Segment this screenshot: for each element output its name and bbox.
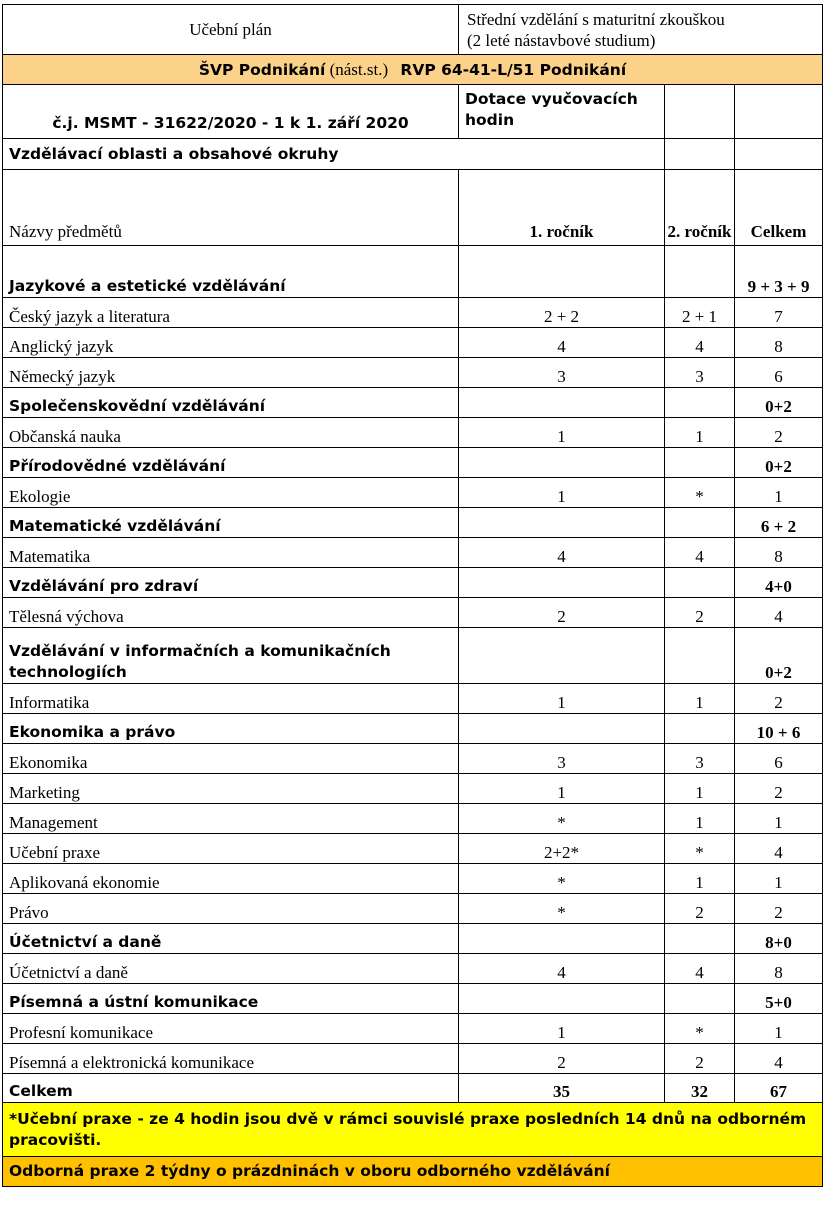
- subject-name: Písemná a elektronická komunikace: [3, 1044, 459, 1074]
- total-hours: 8: [735, 538, 823, 568]
- year1-hours: 4: [459, 328, 665, 358]
- year1-hours: [459, 508, 665, 538]
- area-row: [3, 924, 823, 954]
- year1-hours: [459, 628, 665, 684]
- subject-row: [3, 298, 823, 328]
- year2-hours: [665, 984, 735, 1014]
- total-hours: 1: [735, 864, 823, 894]
- subject-row: [3, 834, 823, 864]
- curriculum-table: [2, 4, 823, 1187]
- program-row: [3, 55, 823, 85]
- subject-name: Marketing: [3, 774, 459, 804]
- total-hours: 9 + 3 + 9: [735, 246, 823, 298]
- area-row: [3, 984, 823, 1014]
- year2-hours: 3: [665, 358, 735, 388]
- subject-name: Profesní komunikace: [3, 1014, 459, 1044]
- area-row: [3, 448, 823, 478]
- year2-hours: 4: [665, 954, 735, 984]
- total-hours: 10 + 6: [735, 714, 823, 744]
- year1-hours: [459, 448, 665, 478]
- empty-cell: [735, 85, 823, 139]
- area-name: Písemná a ústní komunikace: [3, 984, 459, 1014]
- total-hours: 2: [735, 774, 823, 804]
- areas-row: [3, 139, 823, 170]
- subject-row: [3, 804, 823, 834]
- year1-hours: 3: [459, 358, 665, 388]
- practice-note-row: [3, 1103, 823, 1157]
- subject-row: [3, 358, 823, 388]
- total-hours: 4: [735, 598, 823, 628]
- area-row: [3, 568, 823, 598]
- total-hours: 2: [735, 894, 823, 924]
- subject-name: Tělesná výchova: [3, 598, 459, 628]
- total-hours: 2: [735, 418, 823, 448]
- total-hours: 7: [735, 298, 823, 328]
- practice-note: *Učební praxe - ze 4 hodin jsou dvě v rámci souvislé praxe posledních 14 dnů na odborném pracovišti.: [3, 1103, 823, 1157]
- year1-hours: 4: [459, 538, 665, 568]
- subject-name: Český jazyk a literatura: [3, 298, 459, 328]
- year2-hours: 1: [665, 804, 735, 834]
- totals-year1: 35: [459, 1074, 665, 1103]
- year2-hours: [665, 628, 735, 684]
- area-name: Přírodovědné vzdělávání: [3, 448, 459, 478]
- total-hours: 2: [735, 684, 823, 714]
- total-hours: 1: [735, 804, 823, 834]
- area-row: [3, 628, 823, 684]
- year1-hours: 1: [459, 478, 665, 508]
- area-name: Jazykové a estetické vzdělávání: [3, 246, 459, 298]
- year1-hours: 2 + 2: [459, 298, 665, 328]
- year1-hours: 1: [459, 774, 665, 804]
- area-name: Vzdělávání v informačních a komunikačních technologiích: [3, 628, 459, 684]
- subject-name: Aplikovaná ekonomie: [3, 864, 459, 894]
- year2-hours: [665, 714, 735, 744]
- area-name: Společenskovědní vzdělávání: [3, 388, 459, 418]
- year2-hours: *: [665, 834, 735, 864]
- year1-hours: 1: [459, 1014, 665, 1044]
- holiday-note-row: [3, 1157, 823, 1187]
- year1-hours: 1: [459, 418, 665, 448]
- year2-hours: [665, 924, 735, 954]
- year2-hours: [665, 388, 735, 418]
- year1-hours: [459, 924, 665, 954]
- column-year2: 2. ročník: [665, 170, 735, 246]
- column-year1: 1. ročník: [459, 170, 665, 246]
- plan-label: Učební plán: [3, 5, 459, 55]
- subject-name: Občanská nauka: [3, 418, 459, 448]
- year2-hours: 4: [665, 328, 735, 358]
- subject-name: Ekonomika: [3, 744, 459, 774]
- area-name: Matematické vzdělávání: [3, 508, 459, 538]
- subject-name: Učební praxe: [3, 834, 459, 864]
- study-type: [459, 5, 823, 55]
- subject-row: [3, 954, 823, 984]
- subject-rows: [3, 246, 823, 1074]
- empty-cell: [665, 85, 735, 139]
- year2-hours: 1: [665, 774, 735, 804]
- total-hours: 4+0: [735, 568, 823, 598]
- subject-row: [3, 328, 823, 358]
- total-hours: 6 + 2: [735, 508, 823, 538]
- total-hours: 8+0: [735, 924, 823, 954]
- subject-name: Anglický jazyk: [3, 328, 459, 358]
- ref-row: [3, 85, 823, 139]
- ref-number: č.j. MSMT - 31622/2020 - 1 k 1. září 2020: [3, 85, 459, 139]
- program-title: [3, 55, 823, 85]
- total-hours: 1: [735, 1014, 823, 1044]
- year1-hours: 4: [459, 954, 665, 984]
- year2-hours: 2 + 1: [665, 298, 735, 328]
- year2-hours: [665, 448, 735, 478]
- study-type-line1: Střední vzdělání s maturitní zkouškou: [467, 9, 725, 29]
- year2-hours: *: [665, 478, 735, 508]
- column-header-row: [3, 170, 823, 246]
- area-row: [3, 714, 823, 744]
- subject-name: Ekologie: [3, 478, 459, 508]
- subject-row: [3, 744, 823, 774]
- area-row: [3, 246, 823, 298]
- area-name: Účetnictví a daně: [3, 924, 459, 954]
- total-hours: 8: [735, 954, 823, 984]
- total-hours: 0+2: [735, 388, 823, 418]
- totals-year2: 32: [665, 1074, 735, 1103]
- year1-hours: 2: [459, 1044, 665, 1074]
- subject-name: Právo: [3, 894, 459, 924]
- area-name: Vzdělávání pro zdraví: [3, 568, 459, 598]
- area-row: [3, 388, 823, 418]
- subject-row: [3, 774, 823, 804]
- total-hours: 8: [735, 328, 823, 358]
- subject-row: [3, 1014, 823, 1044]
- total-hours: 4: [735, 834, 823, 864]
- year2-hours: *: [665, 1014, 735, 1044]
- column-subjects: Názvy předmětů: [3, 170, 459, 246]
- areas-label: Vzdělávací oblasti a obsahové okruhy: [3, 139, 665, 170]
- totals-label: Celkem: [3, 1074, 459, 1103]
- year2-hours: 3: [665, 744, 735, 774]
- total-hours: 4: [735, 1044, 823, 1074]
- year2-hours: 2: [665, 1044, 735, 1074]
- total-hours: 6: [735, 744, 823, 774]
- subject-name: Matematika: [3, 538, 459, 568]
- year2-hours: [665, 508, 735, 538]
- year1-hours: *: [459, 894, 665, 924]
- year1-hours: 3: [459, 744, 665, 774]
- year1-hours: [459, 246, 665, 298]
- subject-row: [3, 478, 823, 508]
- dotace-label: Dotace vyučovacích hodin: [459, 85, 665, 139]
- year2-hours: 1: [665, 418, 735, 448]
- subject-row: [3, 598, 823, 628]
- svp-name: ŠVP Podnikání: [198, 60, 326, 79]
- study-type-line2: (2 leté nástavbové studium): [467, 30, 656, 50]
- empty-cell: [735, 139, 823, 170]
- totals-total: 67: [735, 1074, 823, 1103]
- year1-hours: [459, 984, 665, 1014]
- total-hours: 0+2: [735, 628, 823, 684]
- year1-hours: 1: [459, 684, 665, 714]
- year1-hours: [459, 714, 665, 744]
- subject-row: [3, 418, 823, 448]
- year2-hours: 1: [665, 864, 735, 894]
- holiday-note: Odborná praxe 2 týdny o prázdninách v oboru odborného vzdělávání: [3, 1157, 823, 1187]
- total-hours: 5+0: [735, 984, 823, 1014]
- subject-name: Účetnictví a daně: [3, 954, 459, 984]
- totals-row: [3, 1074, 823, 1103]
- total-hours: 0+2: [735, 448, 823, 478]
- year2-hours: 2: [665, 598, 735, 628]
- year1-hours: [459, 388, 665, 418]
- subject-row: [3, 684, 823, 714]
- svp-note: (nást.st.): [329, 59, 389, 79]
- header-row: [3, 5, 823, 55]
- area-name: Ekonomika a právo: [3, 714, 459, 744]
- year2-hours: 4: [665, 538, 735, 568]
- empty-cell: [665, 139, 735, 170]
- total-hours: 1: [735, 478, 823, 508]
- year1-hours: 2+2*: [459, 834, 665, 864]
- year1-hours: 2: [459, 598, 665, 628]
- year2-hours: 2: [665, 894, 735, 924]
- subject-name: Německý jazyk: [3, 358, 459, 388]
- subject-row: [3, 894, 823, 924]
- column-total: Celkem: [735, 170, 823, 246]
- year1-hours: [459, 568, 665, 598]
- subject-name: Management: [3, 804, 459, 834]
- year2-hours: [665, 246, 735, 298]
- year1-hours: *: [459, 804, 665, 834]
- year2-hours: 1: [665, 684, 735, 714]
- subject-row: [3, 1044, 823, 1074]
- subject-row: [3, 538, 823, 568]
- subject-name: Informatika: [3, 684, 459, 714]
- subject-row: [3, 864, 823, 894]
- year1-hours: *: [459, 864, 665, 894]
- rvp-code: RVP 64-41-L/51 Podnikání: [400, 60, 627, 79]
- year2-hours: [665, 568, 735, 598]
- total-hours: 6: [735, 358, 823, 388]
- area-row: [3, 508, 823, 538]
